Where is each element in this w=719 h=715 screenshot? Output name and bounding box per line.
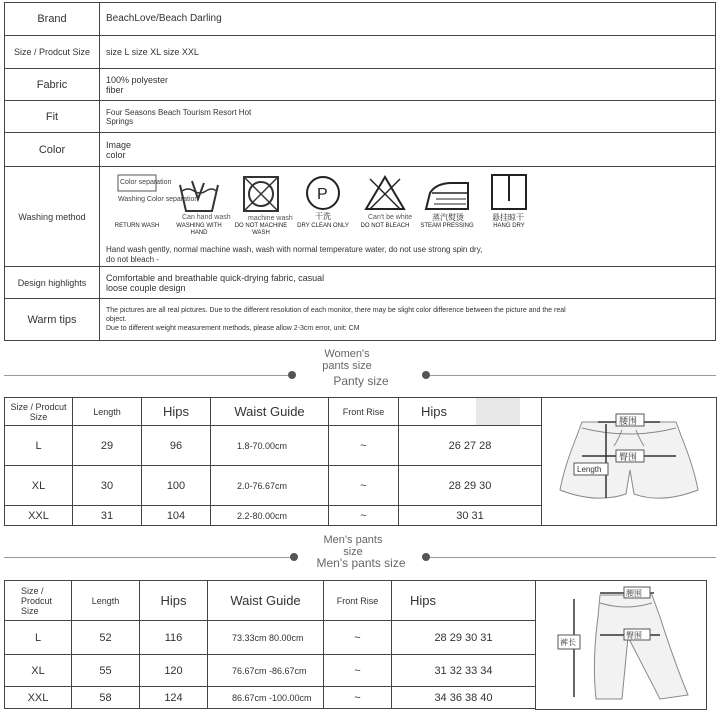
svg-text:干洗: 干洗 [315,212,331,221]
product-info-table [4,2,716,341]
size-label: Size / Prodcut Size [5,36,100,69]
men-divider-right [430,557,716,558]
svg-text:腰围: 腰围 [619,417,638,427]
svg-text:P: P [317,186,328,203]
table-row: L 52 116 73.33cm 80.00cm ~ 28 29 30 31 [5,621,536,655]
fit-label: Fit [5,101,100,133]
color-separation-icon: Color separation Washing Color separation RETURN WASH [106,173,168,237]
svg-text:腰围: 腰围 [626,589,642,598]
men-size-table [4,580,536,709]
table-row: L 29 96 1.8-70.00cm ~ 26 27 28 [5,426,542,466]
table-row: XXL 58 124 86.67cm -100.00cm ~ 34 36 38 40 [5,687,536,709]
fabric-label: Fabric [5,69,100,101]
no-bleach-icon: Can't be white DO NOT BLEACH [354,173,416,237]
brand-value: BeachLove/Beach Darling [100,3,716,36]
women-header-hips: Hips [142,398,211,426]
warm-label: Warm tips [5,299,100,341]
men-divider-dot-right [422,553,430,561]
washing-cell [100,167,716,267]
women-shorts-diagram [541,397,717,526]
dry-clean-icon: P 干洗 DRY CLEAN ONLY [292,173,354,237]
svg-text:Color separation: Color separation [120,179,172,186]
women-header-hips2: Hips [399,398,542,426]
svg-text:臀围: 臀围 [619,453,638,463]
warm-value [100,299,716,341]
design-label: Design highlights [5,267,100,299]
table-row: XL 55 120 76.67cm -86.67cm ~ 31 32 33 34 [5,655,536,687]
women-divider-right [428,375,716,376]
men-header-rise: Front Rise [324,581,392,621]
warm-value-1: The pictures are all real pictures. Due to the different resolution of each monitor, there may be slight color difference between the picture and the real object. [106,307,566,323]
men-divider-left [4,557,294,558]
women-divider-dot-left [288,371,296,379]
women-header-size: Size / Prodcut Size [5,398,73,426]
fabric-value [100,69,716,101]
color-label: Color [5,133,100,167]
design-value [100,267,716,299]
svg-text:machine wash: machine wash [248,215,293,222]
men-pants-diagram [535,580,707,710]
men-header-hips2: Hips [392,581,536,621]
men-title: Men's pants size [323,534,383,558]
hand-wash-icon: Can hand wash WASHING WITH HAND [168,173,230,237]
fit-value-text: Four Seasons Beach Tourism Resort Hot Springs [106,107,252,126]
washing-note: Hand wash gently, normal machine wash, wash with normal temperature water, do not use strong spin dry, do not bleach - [106,245,483,264]
svg-text:Washing Color separation: Washing Color separation [118,196,199,203]
women-divider-left [4,375,292,376]
color-value-text: Image color [106,139,132,160]
men-header-length: Length [72,581,140,621]
hang-dry-icon: 悬挂晾干 HANG DRY [478,173,540,237]
washing-label: Washing method [5,167,100,267]
svg-text:裤长: 裤长 [560,638,576,647]
women-title: Women's pants size [322,348,372,372]
warm-value-2: Due to different weight measurement methods, please allow 2-3cm error, unit: CM [106,325,360,332]
table-row: XL 30 100 2.0-76.67cm ~ 28 29 30 [5,466,542,506]
size-value: size L size XL size XXL [100,36,716,69]
women-header-length: Length [73,398,142,426]
women-size-table [4,397,542,526]
men-header-waist: Waist Guide [208,581,324,621]
steam-iron-icon: 蒸汽熨烫 STEAM PRESSING [416,173,478,237]
machine-wash-icon: machine wash DO NOT MACHINE WASH [230,173,292,237]
fit-value [100,101,716,133]
men-header-size: Size / Prodcut Size [5,581,72,621]
svg-text:Length: Length [577,465,602,474]
svg-text:Can't be white: Can't be white [368,214,413,221]
men-subtitle: Men's pants size [316,556,406,570]
women-subtitle: Panty size [333,374,389,388]
washing-icons [106,171,709,237]
svg-text:Can hand wash: Can hand wash [182,214,231,221]
fabric-value-text: 100% polyester fiber [106,74,169,95]
svg-text:悬挂晾干: 悬挂晾干 [492,213,524,222]
color-value [100,133,716,167]
design-value-text: Comfortable and breathable quick-drying fabric, casual loose couple design [106,272,325,293]
women-header-rise: Front Rise [329,398,399,426]
svg-text:臀围: 臀围 [626,631,642,640]
brand-label: Brand [5,3,100,36]
men-divider-dot-left [290,553,298,561]
table-row: XXL 31 104 2.2-80.00cm ~ 30 31 [5,506,542,526]
svg-text:蒸汽熨烫: 蒸汽熨烫 [432,213,464,222]
women-divider-dot-right [422,371,430,379]
men-header-hips: Hips [140,581,208,621]
women-header-waist: Waist Guide [211,398,329,426]
